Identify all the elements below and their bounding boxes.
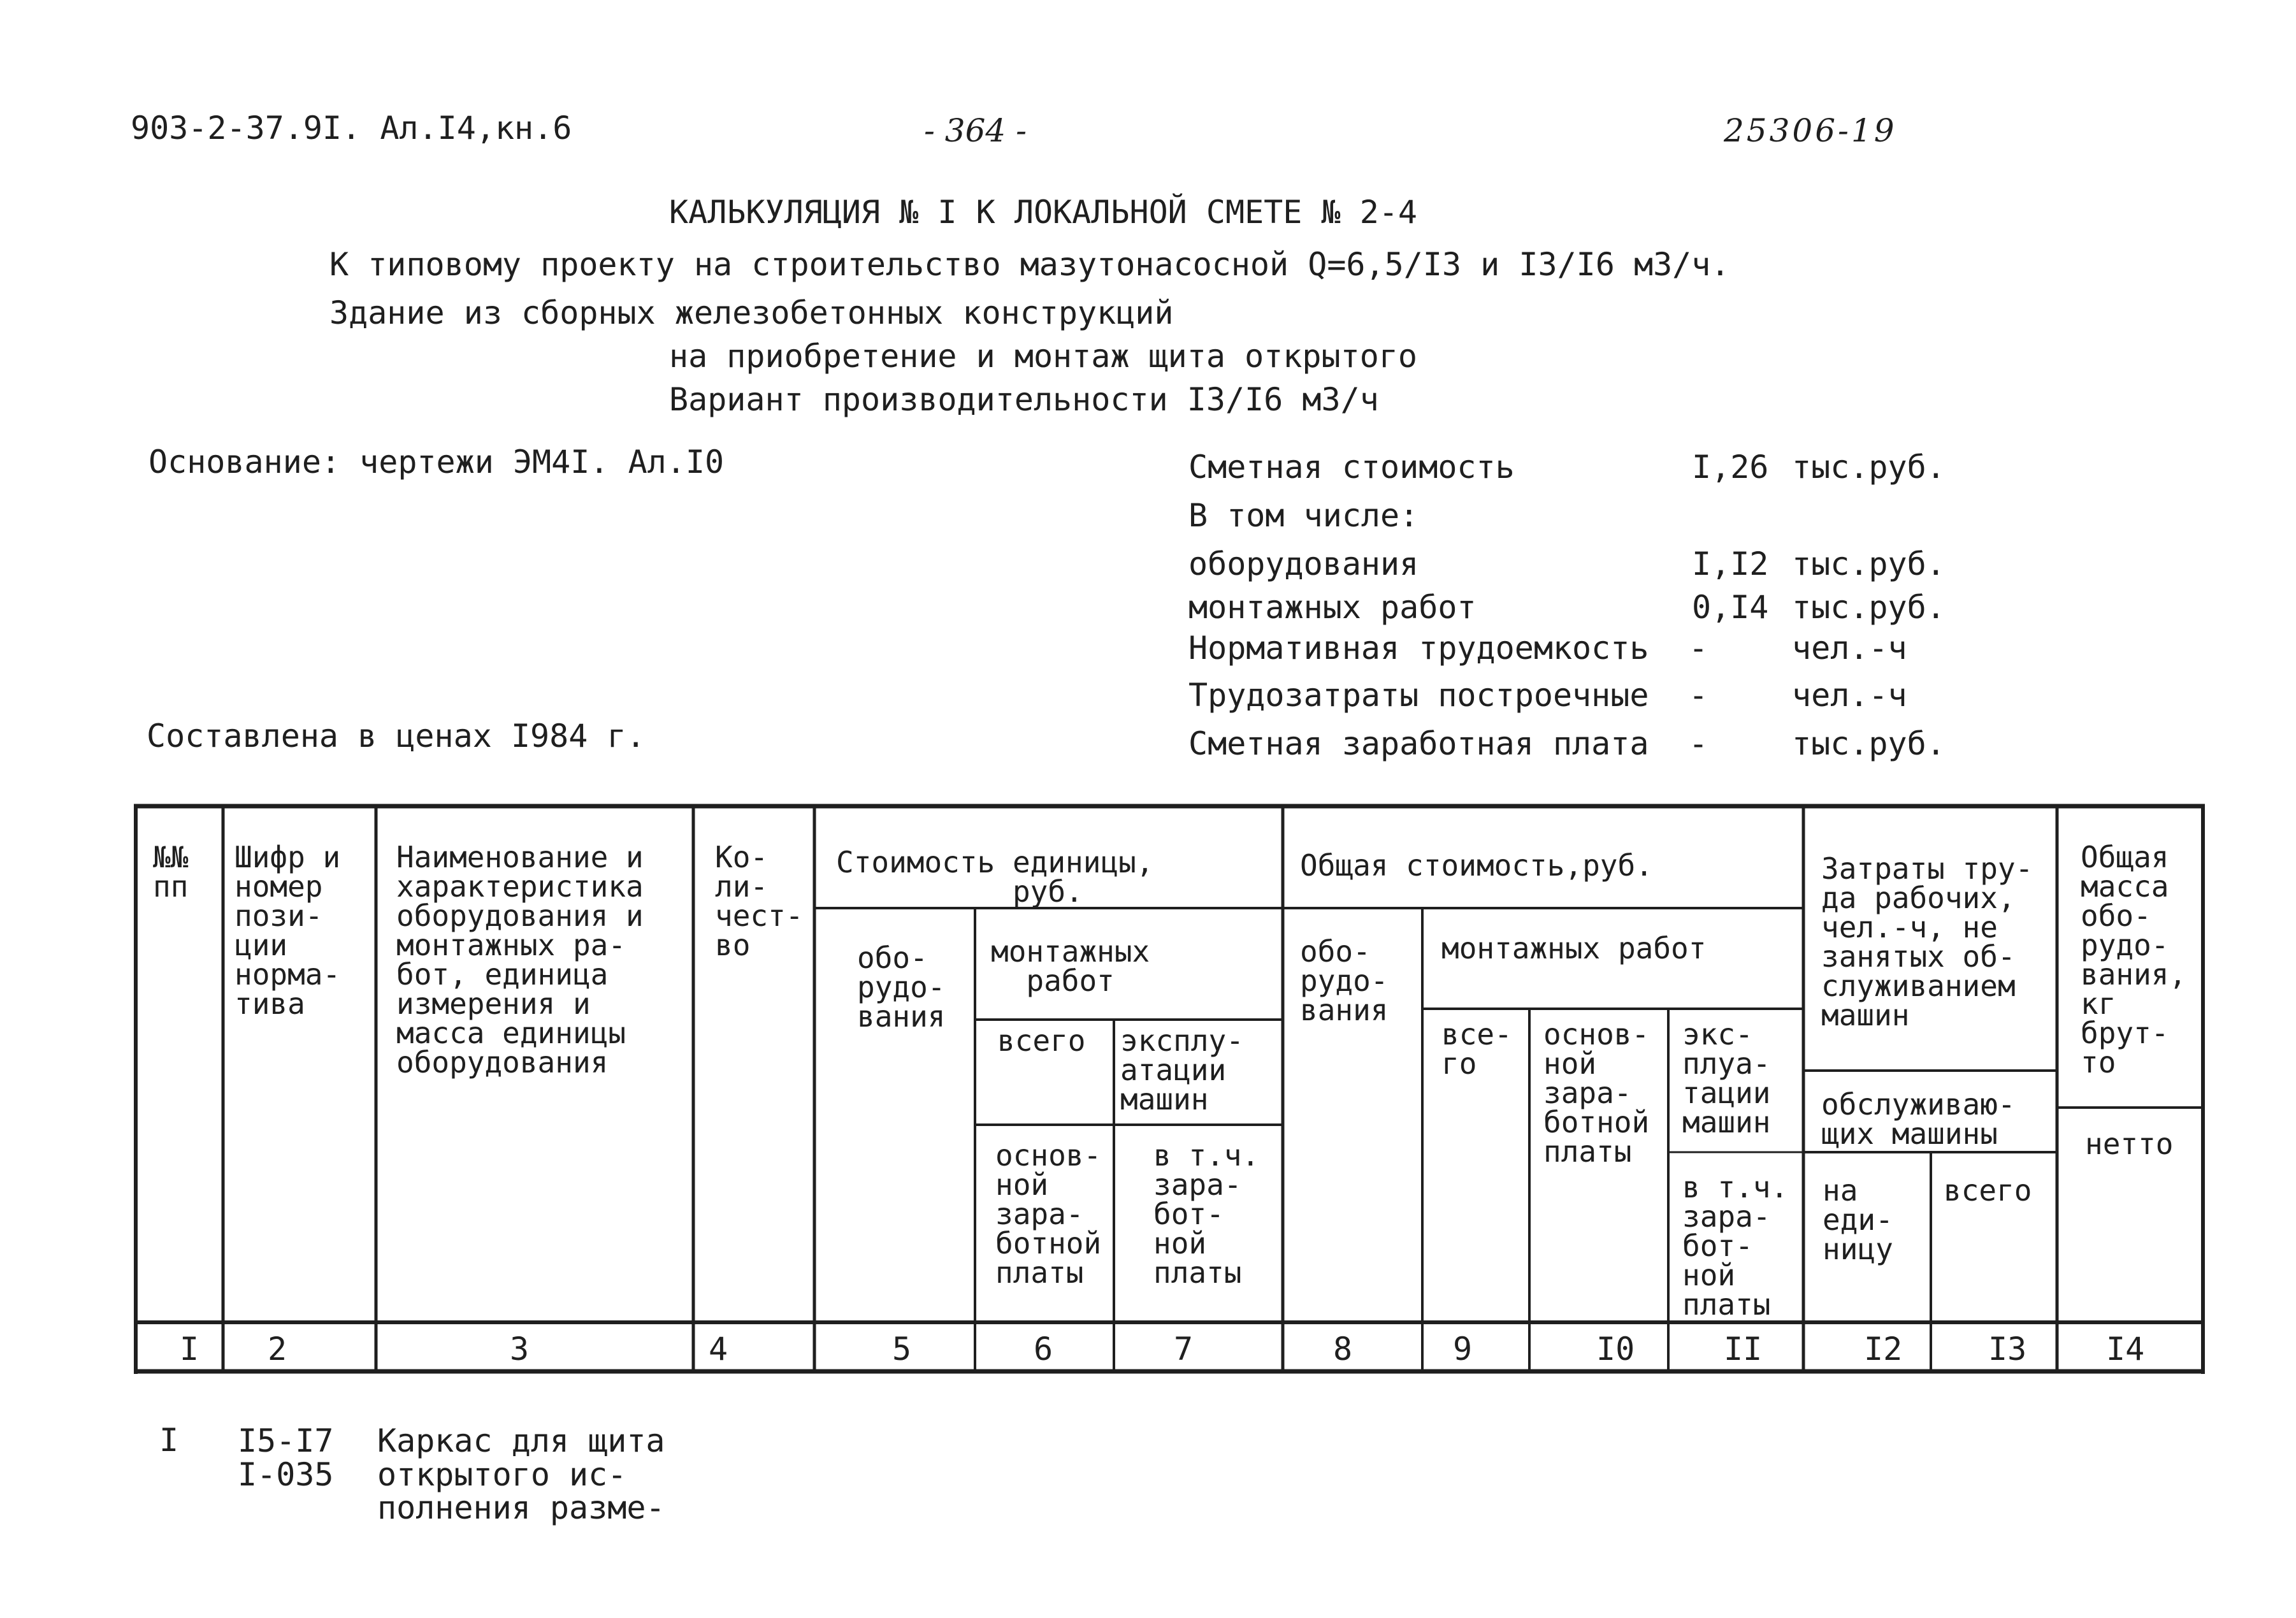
installation-cost-unit: тыс.руб. xyxy=(1792,589,1946,626)
header-total-basic-wage: основ- ной зара- ботной платы xyxy=(1543,1017,1650,1169)
estimated-cost-value: I,26 xyxy=(1692,449,1769,486)
header-labor-total: всего xyxy=(1944,1173,2032,1208)
column-number: 4 xyxy=(709,1331,728,1368)
column-number: I3 xyxy=(1988,1331,2027,1368)
header-unit-installation: монтажных работ xyxy=(991,934,1150,998)
column-number: 2 xyxy=(268,1331,287,1368)
header-total-cost: Общая стоимость,руб. xyxy=(1300,848,1653,883)
installation-cost-label: монтажных работ xyxy=(1188,589,1477,626)
labor-norm-label: Нормативная трудоемкость xyxy=(1188,630,1649,667)
header-row-number: №№ пп xyxy=(153,840,189,904)
column-number: 5 xyxy=(892,1331,912,1368)
wages-value: - xyxy=(1689,725,1708,762)
calculation-title: КАЛЬКУЛЯЦИЯ № I К ЛОКАЛЬНОЙ СМЕТЕ № 2-4 xyxy=(669,194,1417,231)
header-total-including-wage: в т.ч. зара- бот- ной платы xyxy=(1682,1170,1789,1322)
header-code: Шифр и номер пози- ции норма- тива xyxy=(235,840,341,1021)
row-name: Каркас для щита открытого ис- полнения разме- xyxy=(377,1422,665,1526)
labor-site-value: - xyxy=(1689,677,1708,714)
variant-description: Вариант производительности I3/I6 м3/ч xyxy=(669,381,1379,418)
column-number: 6 xyxy=(1034,1331,1053,1368)
header-total-machine-operation: экс- плуа- тации машин xyxy=(1682,1017,1771,1139)
header-unit-cost: Стоимость единицы, руб. xyxy=(836,845,1154,909)
work-description: на приобретение и монтаж щита открытого xyxy=(669,338,1417,375)
basis-text: Основание: чертежи ЭМ4I. Ал.I0 xyxy=(148,444,725,480)
header-total-all: все- го xyxy=(1441,1017,1512,1081)
header-total-equipment: обо- рудо- вания xyxy=(1300,934,1389,1027)
column-number: 7 xyxy=(1174,1331,1194,1368)
equipment-cost-value: I,I2 xyxy=(1692,545,1769,582)
labor-norm-value: - xyxy=(1689,630,1708,667)
wages-unit: тыс.руб. xyxy=(1792,725,1946,762)
header-labor-per-unit: на еди- ницу xyxy=(1823,1173,1893,1266)
column-number: I0 xyxy=(1596,1331,1635,1368)
building-description: Здание из сборных железобетонных конструкций xyxy=(329,294,1174,331)
archive-number: 25306-19 xyxy=(1724,112,1897,149)
labor-site-unit: чел.-ч xyxy=(1792,677,1907,714)
header-labor-serving-machines: обслуживаю- щих машины xyxy=(1821,1087,2016,1151)
header-mass-gross: Общая масса обо- рудо- вания, кг брут- то xyxy=(2081,840,2187,1080)
column-number: I4 xyxy=(2106,1331,2145,1368)
column-number: 8 xyxy=(1333,1331,1353,1368)
column-number: I2 xyxy=(1864,1331,1903,1368)
estimated-cost-unit: тыс.руб. xyxy=(1792,449,1946,486)
installation-cost-value: 0,I4 xyxy=(1692,589,1769,626)
page-number: - 364 - xyxy=(924,112,1027,149)
header-unit-machine-operation: эксплу- атации машин xyxy=(1120,1023,1244,1116)
labor-site-label: Трудозатраты построечные xyxy=(1188,677,1649,714)
column-number: II xyxy=(1724,1331,1763,1368)
header-name: Наименование и характеристика оборудования и монтажных ра- бот, единица измерения и масса единицы оборудования xyxy=(396,840,644,1080)
project-description: К типовому проекту на строительство мазутонасосной Q=6,5/I3 и I3/I6 м3/ч. xyxy=(329,246,1730,283)
header-mass-net: нетто xyxy=(2085,1127,2174,1161)
equipment-cost-unit: тыс.руб. xyxy=(1792,545,1946,582)
prices-year-text: Составлена в ценах I984 г. xyxy=(147,718,646,755)
header-unit-installation-total: всего xyxy=(997,1023,1086,1058)
wages-label: Сметная заработная плата xyxy=(1188,725,1649,762)
row-code: I5-I7 I-035 xyxy=(238,1422,334,1493)
equipment-cost-label: оборудования xyxy=(1188,545,1419,582)
header-quantity: Ко- ли- чест- во xyxy=(715,840,804,962)
including-label: В том числе: xyxy=(1188,497,1419,534)
header-total-installation: монтажных работ xyxy=(1441,931,1707,965)
labor-norm-unit: чел.-ч xyxy=(1792,630,1907,667)
header-unit-basic-wage: основ- ной зара- ботной платы xyxy=(995,1138,1102,1290)
header-unit-including-wage: в т.ч. зара- бот- ной платы xyxy=(1153,1138,1260,1290)
header-unit-equipment: обо- рудо- вания xyxy=(857,941,946,1034)
document-code: 903-2-37.9I. Ал.I4,кн.6 xyxy=(131,110,572,147)
row-number: I xyxy=(159,1422,179,1459)
column-number: 3 xyxy=(510,1331,530,1368)
header-labor-costs: Затраты тру- да рабочих, чел.-ч, не занятых об- служиванием машин xyxy=(1821,851,2033,1032)
column-number: I xyxy=(180,1331,199,1368)
column-number: 9 xyxy=(1453,1331,1473,1368)
estimated-cost-label: Сметная стоимость xyxy=(1188,449,1515,486)
